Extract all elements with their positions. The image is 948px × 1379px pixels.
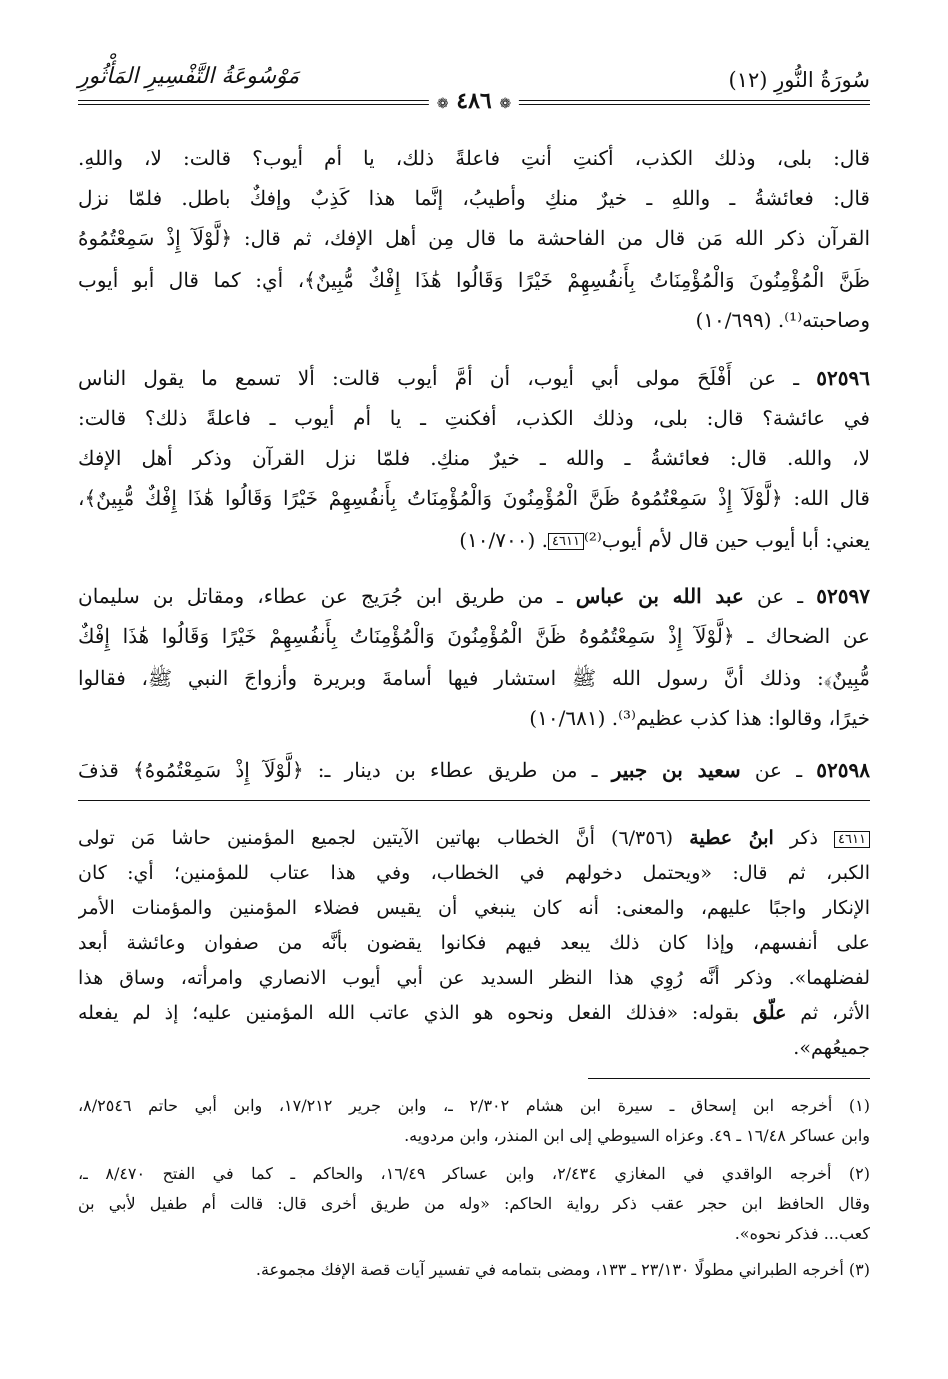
page-number-block bbox=[429, 88, 519, 114]
text-line: في عائشة؟ قال: بلى، وذلك الكذب، أفكنتِ ـ يا أم أيوب ـ فاعلةً ذلك؟ قالت: bbox=[78, 406, 870, 430]
text-span: ـ من طريق عطاء بن دينار ـ: ﴿لَّوْلَآ إِذْ سَمِعْتُمُوهُ﴾ قذفَ bbox=[78, 758, 598, 782]
text-line bbox=[78, 522, 870, 558]
text-span: بقوله: «فذلك الفعل ونحوه هو الذي عاتب الله المؤمنين عليه؛ إذ لم يفعله bbox=[78, 1002, 740, 1024]
text-line: قال الله: ﴿لَّوْلَآ إِذْ سَمِعْتُمُوهُ ظَنَّ الْمُؤْمِنُونَ وَالْمُؤْمِنَاتُ بِأَنفُسِهِمْ خَيْرًا وَقَالُوا هَٰذَا إِفْكٌ مُّبِينٌ﴾، bbox=[78, 486, 870, 510]
footnote-2-cont: كعب... فذكر نحوه». bbox=[734, 1224, 870, 1243]
ornament-right: ❁ bbox=[499, 96, 512, 112]
text-line: مُّبِينٌ﴾: وذلك أنَّ رسول الله ﷺ استشار فيها أسامةَ وبريرة وأزواجَ النبي ﷺ، فقالوا bbox=[78, 666, 870, 690]
footnote-separator bbox=[588, 1078, 870, 1079]
note-line bbox=[78, 997, 870, 1030]
ornament-left: ❁ bbox=[436, 96, 449, 112]
hadith-number: ٥٢٥٩٨ bbox=[816, 758, 870, 782]
text-span: ـ من طريق ابن جُرَيج عن عطاء، ومقاتل بن سليمان bbox=[78, 584, 563, 608]
hadith-52596-line bbox=[78, 360, 870, 396]
page-header bbox=[78, 62, 870, 124]
text-span: الأثر، ثم bbox=[800, 1002, 870, 1024]
note-line: لفضلهما». وذكر أنَّه رُوِي هذا النظر السديد عن أبي أيوب الانصاري وامرأته، وساق هذا bbox=[78, 967, 870, 989]
footnote-2: (٢) أخرجه الواقدي في المغازي ٢/٤٣٤، وابن عساكر ١٦/٤٩، والحاكم ـ كما في الفتح ٨/٤٧٠ ـ، bbox=[78, 1164, 870, 1183]
note-line: على أنفسهم، وإذا كان ذلك يبعد فيهم فكانوا يقضون بأنَّه من صفوان وعائشة أبعد bbox=[78, 932, 870, 954]
text-span: يعني: أبا أيوب حين قال لأم أيوب⁽²⁾ bbox=[583, 528, 870, 552]
surah-title: سُورَةُ النُّورِ (١٢) bbox=[728, 68, 870, 92]
text-line: القرآن ذكر الله مَن قال من الفاحشة ما قال مِن أهل الإفك، ثم قال: ﴿لَّوْلَآ إِذْ سَمِعْتُمُوهُ bbox=[78, 226, 870, 250]
text-line: قال: فعائشةُ ـ واللهِ ـ خيرٌ منكِ وأطيبُ، إنَّما هذا كَذِبٌ وإفكٌ باطل. فلمّا نزل bbox=[78, 186, 870, 210]
text-line: لا، والله. قال: فعائشةُ ـ والله ـ خيرٌ منكِ. فلمّا نزل القرآن وذكر أهل الإفك bbox=[78, 446, 870, 470]
text-line: خيرًا، وقالوا: هذا كذب عظيم⁽³⁾. (١٠/٦٨١) bbox=[529, 706, 870, 730]
footnote-3: (٣) أخرجه الطبراني مطولًا ٢٣/١٣٠ ـ ١٣٣، ومضى بتمامه في تفسير آيات قصة الإفك مجموعة. bbox=[255, 1260, 870, 1279]
narrator-name: عبد الله بن عباس bbox=[575, 584, 744, 608]
bold-word: علّق bbox=[752, 1002, 787, 1024]
narrator-name: سعيد بن جبير bbox=[611, 758, 741, 782]
section-divider bbox=[78, 800, 870, 801]
text-line: ظَنَّ الْمُؤْمِنُونَ وَالْمُؤْمِنَاتُ بِأَنفُسِهِمْ خَيْرًا وَقَالُوا هَٰذَا إِفْكٌ مُّبِينٌ﴾، أي: كما قال أبو أيوب bbox=[78, 268, 870, 292]
footnote-2-cont: وقال الحافظ ابن حجر عقب ذكر رواية الحاكم: «وله من طريق أخرى قال: قالت أم طفيل لأبي بن bbox=[78, 1194, 870, 1213]
text-line: وصاحبته⁽¹⁾. (١٠/٦٩٩) bbox=[695, 308, 870, 332]
scholar-name: ابنُ عطية bbox=[689, 827, 774, 849]
note-line bbox=[78, 822, 870, 855]
note-line: الإنكار واجبًا عليهم، والمعنى: أنه كان ينبغي أن يقيس فضلاء المؤمنين والمؤمنات الأمر bbox=[78, 897, 870, 919]
text-span: (٦/٣٥٦) أنَّ الخطاب بهاتين الآيتين لجميع المؤمنين حاشا مَن تولى bbox=[78, 827, 674, 849]
text-span: . (١٠/٧٠٠) bbox=[459, 528, 548, 552]
hadith-52597-line bbox=[78, 578, 870, 614]
text-span: ـ عن bbox=[757, 584, 804, 608]
text-span: ـ عن أَفْلَحَ مولى أبي أيوب، أن أمَّ أيوب قالت: ألا تسمع ما يقول الناس bbox=[78, 366, 800, 390]
book-title: مَوْسُوعَةُ التَّفْسِيرِ المَأْثُورِ bbox=[78, 64, 300, 89]
note-line: الكبر، ثم قال: «ويحتمل دخولهم في الخطاب، وفي هذا عتاب للمؤمنين؛ أي: كان bbox=[78, 862, 870, 884]
note-number-box: ٤٦١١ bbox=[834, 831, 870, 848]
page-number: ٤٨٦ bbox=[456, 88, 492, 114]
text-span: ـ عن bbox=[754, 758, 803, 782]
note-line: جميعُهم». bbox=[793, 1037, 870, 1059]
text-line: عن الضحاك ـ ﴿لَّوْلَآ إِذْ سَمِعْتُمُوهُ ظَنَّ الْمُؤْمِنُونَ وَالْمُؤْمِنَاتُ بِأَنفُسِهِمْ خَيْرًا وَقَالُوا هَٰذَا إِفْكٌ bbox=[78, 624, 870, 648]
hadith-number: ٥٢٥٩٧ bbox=[816, 584, 870, 608]
hadith-number: ٥٢٥٩٦ bbox=[816, 366, 870, 390]
hadith-52598-line bbox=[78, 752, 870, 788]
text-span: ذكر bbox=[789, 827, 818, 849]
footnote-1: (١) أخرجه ابن إسحاق ـ سيرة ابن هشام ٢/٣٠٢ ـ، وابن جرير ١٧/٢١٢، وابن أبي حاتم ٨/٢٥٤٦، bbox=[78, 1096, 870, 1115]
text-line: قال: بلى، وذلك الكذب، أكنتِ أنتِ فاعلةً ذلك، يا أم أيوب؟ قالت: لا، واللهِ. bbox=[78, 146, 870, 170]
note-ref-box: ٤٦١١ bbox=[548, 533, 584, 550]
footnote-1-cont: وابن عساكر ١٦/٤٨ ـ ٤٩. وعزاه السيوطي إلى ابن المنذر، وابن مردويه. bbox=[404, 1126, 870, 1145]
